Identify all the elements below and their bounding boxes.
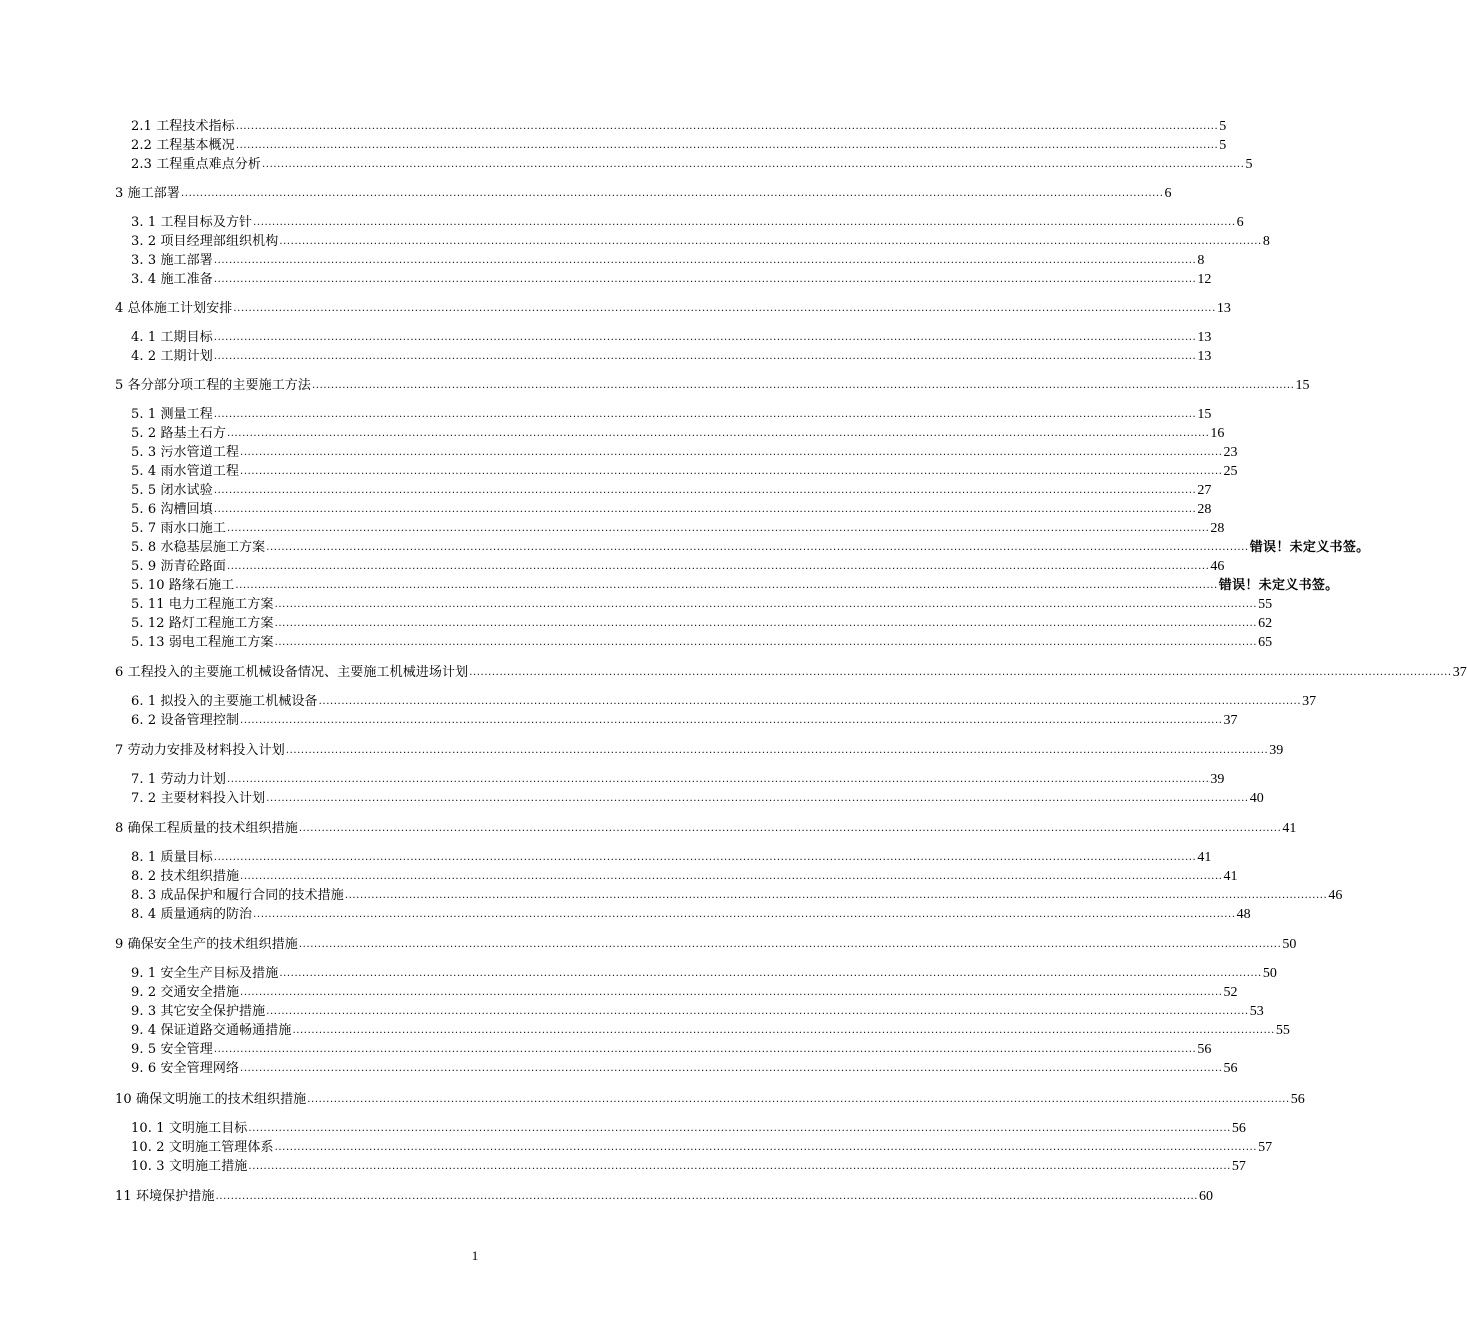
toc-entry-title: 3. 4 施工准备	[131, 272, 213, 287]
toc-dot-leader: ....................................................................................................................................................................................................................................................................	[240, 715, 1223, 726]
toc-entry-title: 9 确保安全生产的技术组织措施	[115, 937, 298, 952]
toc-entry-title: 4 总体施工计划安排	[115, 301, 233, 316]
toc-entry-title: 5. 11 电力工程施工方案	[131, 597, 274, 612]
toc-dot-leader: ....................................................................................................................................................................................................................................................................	[248, 1161, 1231, 1172]
toc-page-number: 46	[1210, 559, 1225, 574]
toc-entry-title: 8. 3 成品保护和履行合同的技术措施	[131, 888, 344, 903]
toc-page-number: 56	[1231, 1121, 1246, 1136]
toc-entry-title: 5. 13 弱电工程施工方案	[131, 635, 274, 650]
toc-entry-title: 5. 7 雨水口施工	[131, 521, 226, 536]
toc-bookmark-error: 错误！未定义书签。	[1249, 540, 1370, 555]
toc-page-number: 55	[1258, 597, 1273, 612]
toc-entry[interactable]	[131, 555, 1225, 574]
toc-entry-title: 6. 1 拟投入的主要施工机械设备	[131, 694, 318, 709]
toc-dot-leader: ....................................................................................................................................................................................................................................................................	[213, 409, 1197, 420]
toc-dot-leader: ....................................................................................................................................................................................................................................................................	[240, 1063, 1223, 1074]
toc-entry[interactable]	[131, 709, 1238, 728]
toc-page-number: 28	[1197, 502, 1212, 517]
toc-entry-title: 5. 9 沥青砼路面	[131, 559, 226, 574]
toc-dot-leader: ....................................................................................................................................................................................................................................................................	[266, 1006, 1249, 1017]
toc-entry[interactable]	[131, 517, 1225, 536]
toc-entry[interactable]	[131, 268, 1212, 287]
toc-page-number: 46	[1328, 888, 1343, 903]
toc-dot-leader: ....................................................................................................................................................................................................................................................................	[240, 447, 1223, 458]
toc-entry-title: 6 工程投入的主要施工机械设备情况、主要施工机械进场计划	[115, 665, 469, 680]
toc-page-number: 56	[1197, 1042, 1212, 1057]
toc-entry[interactable]	[131, 631, 1273, 650]
toc-dot-leader: ....................................................................................................................................................................................................................................................................	[266, 793, 1249, 804]
toc-entry[interactable]	[115, 817, 1297, 836]
toc-dot-leader: ....................................................................................................................................................................................................................................................................	[307, 1094, 1290, 1105]
toc-entry-title: 3. 3 施工部署	[131, 253, 213, 268]
toc-page-number: 65	[1258, 635, 1273, 650]
toc-entry[interactable]	[131, 981, 1238, 1000]
toc-page-number: 39	[1210, 772, 1225, 787]
toc-page-number: 62	[1258, 616, 1273, 631]
toc-entry-title: 3. 2 项目经理部组织机构	[131, 234, 279, 249]
toc-entry-title: 10. 2 文明施工管理体系	[131, 1140, 274, 1155]
toc-dot-leader: ....................................................................................................................................................................................................................................................................	[298, 823, 1282, 834]
toc-page-number: 13	[1197, 330, 1212, 345]
toc-page-number: 6	[1164, 186, 1172, 201]
toc-page-number: 39	[1269, 743, 1284, 758]
toc-dot-leader: ....................................................................................................................................................................................................................................................................	[298, 939, 1282, 950]
toc-entry-title: 7. 2 主要材料投入计划	[131, 791, 266, 806]
toc-entry-title: 9. 3 其它安全保护措施	[131, 1004, 266, 1019]
toc-page-number: 37	[1302, 694, 1317, 709]
toc-entry[interactable]	[131, 1057, 1238, 1076]
toc-page-number: 16	[1210, 426, 1225, 441]
toc-page-number: 5	[1219, 119, 1227, 134]
toc-dot-leader: ....................................................................................................................................................................................................................................................................	[469, 667, 1452, 678]
toc-entry[interactable]	[131, 403, 1212, 422]
toc-page-number: 55	[1275, 1023, 1290, 1038]
toc-entry[interactable]	[131, 1136, 1273, 1155]
toc-dot-leader: ....................................................................................................................................................................................................................................................................	[240, 987, 1223, 998]
toc-dot-leader: ....................................................................................................................................................................................................................................................................	[235, 121, 1219, 132]
toc-entry-title: 3 施工部署	[115, 186, 181, 201]
toc-dot-leader: ....................................................................................................................................................................................................................................................................	[318, 696, 1302, 707]
toc-dot-leader: ....................................................................................................................................................................................................................................................................	[274, 1142, 1258, 1153]
toc-page-number: 5	[1219, 138, 1227, 153]
toc-dot-leader: ....................................................................................................................................................................................................................................................................	[226, 774, 1210, 785]
toc-entry-title: 5. 5 闭水试验	[131, 483, 213, 498]
toc-page-number: 15	[1295, 378, 1310, 393]
toc-entry-title: 9. 5 安全管理	[131, 1042, 213, 1057]
toc-entry-title: 9. 4 保证道路交通畅通措施	[131, 1023, 292, 1038]
toc-bookmark-error: 错误！未定义书签。	[1218, 578, 1339, 593]
toc-page-number: 57	[1258, 1140, 1273, 1155]
toc-entry[interactable]	[131, 345, 1212, 364]
toc-entry[interactable]	[131, 153, 1253, 172]
toc-page-number: 23	[1223, 445, 1238, 460]
toc-entry[interactable]	[131, 903, 1251, 922]
toc-page-number: 41	[1282, 821, 1297, 836]
toc-dot-leader: ....................................................................................................................................................................................................................................................................	[279, 236, 1262, 247]
toc-entry-title: 10. 1 文明施工目标	[131, 1121, 248, 1136]
toc-page-number: 57	[1231, 1159, 1246, 1174]
toc-dot-leader: ....................................................................................................................................................................................................................................................................	[262, 159, 1245, 170]
toc-entry-title: 9. 6 安全管理网络	[131, 1061, 240, 1076]
toc-entry[interactable]	[131, 249, 1205, 268]
toc-dot-leader: ....................................................................................................................................................................................................................................................................	[213, 255, 1197, 266]
toc-dot-leader: ....................................................................................................................................................................................................................................................................	[240, 871, 1223, 882]
toc-entry-title: 7. 1 劳动力计划	[131, 772, 226, 787]
toc-dot-leader: ....................................................................................................................................................................................................................................................................	[248, 1123, 1231, 1134]
toc-entry-title: 4. 1 工期目标	[131, 330, 213, 345]
toc-page-number: 56	[1223, 1061, 1238, 1076]
toc-page-number: 41	[1197, 850, 1212, 865]
toc-entry[interactable]	[115, 739, 1284, 758]
toc-page-number: 56	[1290, 1092, 1305, 1107]
toc-dot-leader: ....................................................................................................................................................................................................................................................................	[233, 303, 1216, 314]
toc-entry-title: 2.1 工程技术指标	[131, 119, 235, 134]
toc-dot-leader: ....................................................................................................................................................................................................................................................................	[213, 852, 1197, 863]
toc-dot-leader: ....................................................................................................................................................................................................................................................................	[235, 580, 1218, 591]
toc-entry[interactable]	[131, 768, 1225, 787]
toc-entry[interactable]	[131, 422, 1225, 441]
toc-entry-title: 3. 1 工程目标及方针	[131, 215, 253, 230]
toc-entry[interactable]	[131, 441, 1238, 460]
toc-dot-leader: ....................................................................................................................................................................................................................................................................	[285, 745, 1269, 756]
toc-entry[interactable]	[115, 933, 1297, 952]
toc-dot-leader: ....................................................................................................................................................................................................................................................................	[213, 332, 1197, 343]
toc-entry[interactable]	[131, 1155, 1246, 1174]
toc-dot-leader: ....................................................................................................................................................................................................................................................................	[274, 637, 1258, 648]
toc-entry[interactable]	[131, 211, 1244, 230]
toc-entry[interactable]	[131, 115, 1227, 134]
toc-dot-leader: ....................................................................................................................................................................................................................................................................	[344, 890, 1328, 901]
toc-entry-title: 8. 1 质量目标	[131, 850, 213, 865]
toc-entry[interactable]	[131, 884, 1343, 903]
toc-entry-title: 10. 3 文明施工措施	[131, 1159, 248, 1174]
toc-page-number: 41	[1223, 869, 1238, 884]
toc-page-number: 8	[1197, 253, 1205, 268]
toc-dot-leader: ....................................................................................................................................................................................................................................................................	[274, 599, 1258, 610]
toc-dot-leader: ....................................................................................................................................................................................................................................................................	[312, 380, 1295, 391]
toc-dot-leader: ....................................................................................................................................................................................................................................................................	[213, 485, 1197, 496]
toc-entry[interactable]	[131, 865, 1238, 884]
toc-entry[interactable]	[131, 574, 1339, 593]
toc-entry-title: 5. 1 测量工程	[131, 407, 213, 422]
toc-entry[interactable]	[131, 326, 1212, 345]
toc-page-number: 48	[1236, 907, 1251, 922]
toc-page-number: 5	[1245, 157, 1253, 172]
toc-entry-title: 9. 1 安全生产目标及措施	[131, 966, 279, 981]
toc-page-number: 25	[1223, 464, 1238, 479]
toc-entry[interactable]	[131, 690, 1317, 709]
toc-dot-leader: ....................................................................................................................................................................................................................................................................	[215, 1191, 1199, 1202]
toc-entry[interactable]	[115, 182, 1172, 201]
toc-entry[interactable]	[131, 787, 1264, 806]
toc-dot-leader: ....................................................................................................................................................................................................................................................................	[253, 217, 1236, 228]
toc-page-number: 15	[1197, 407, 1212, 422]
toc-dot-leader: ....................................................................................................................................................................................................................................................................	[240, 466, 1223, 477]
toc-entry[interactable]	[131, 612, 1273, 631]
toc-entry[interactable]	[131, 230, 1270, 249]
toc-page-number: 60	[1199, 1189, 1214, 1204]
toc-page-number: 13	[1216, 301, 1231, 316]
toc-page-number: 52	[1223, 985, 1238, 1000]
toc-dot-leader: ....................................................................................................................................................................................................................................................................	[213, 351, 1197, 362]
toc-page-number: 6	[1236, 215, 1244, 230]
toc-dot-leader: ....................................................................................................................................................................................................................................................................	[292, 1025, 1275, 1036]
toc-entry-title: 8. 4 质量通病的防治	[131, 907, 253, 922]
toc-entry[interactable]	[115, 374, 1310, 393]
toc-dot-leader: ....................................................................................................................................................................................................................................................................	[266, 542, 1249, 553]
toc-entry[interactable]	[131, 1019, 1290, 1038]
toc-dot-leader: ....................................................................................................................................................................................................................................................................	[213, 274, 1197, 285]
toc-entry-title: 2.2 工程基本概况	[131, 138, 235, 153]
toc-entry-title: 5. 8 水稳基层施工方案	[131, 540, 266, 555]
toc-page-number: 37	[1452, 665, 1467, 680]
toc-dot-leader: ....................................................................................................................................................................................................................................................................	[213, 504, 1197, 515]
toc-entry-title: 10 确保文明施工的技术组织措施	[115, 1092, 307, 1107]
toc-entry-title: 5. 4 雨水管道工程	[131, 464, 240, 479]
toc-page-number: 53	[1249, 1004, 1264, 1019]
toc-entry[interactable]	[131, 479, 1212, 498]
toc-page-number: 50	[1282, 937, 1297, 952]
toc-entry[interactable]	[131, 1038, 1212, 1057]
toc-entry[interactable]	[115, 1185, 1214, 1204]
toc-page-number: 50	[1262, 966, 1277, 981]
toc-dot-leader: ....................................................................................................................................................................................................................................................................	[226, 523, 1210, 534]
toc-page-number: 13	[1197, 349, 1212, 364]
toc-entry[interactable]	[131, 962, 1277, 981]
footer-page-number: 1	[471, 1248, 479, 1263]
toc-entry[interactable]	[131, 498, 1212, 517]
toc-dot-leader: ....................................................................................................................................................................................................................................................................	[279, 968, 1262, 979]
toc-entry[interactable]	[115, 661, 1467, 680]
toc-entry-title: 7 劳动力安排及材料投入计划	[115, 743, 285, 758]
toc-entry-title: 8 确保工程质量的技术组织措施	[115, 821, 298, 836]
toc-entry-title: 5. 12 路灯工程施工方案	[131, 616, 274, 631]
toc-page-number: 8	[1262, 234, 1270, 249]
toc-entry[interactable]	[131, 134, 1227, 153]
toc-dot-leader: ....................................................................................................................................................................................................................................................................	[253, 909, 1236, 920]
toc-entry-title: 5. 10 路缘石施工	[131, 578, 235, 593]
toc-entry-title: 9. 2 交通安全措施	[131, 985, 240, 1000]
toc-page-number: 28	[1210, 521, 1225, 536]
toc-page-number: 37	[1223, 713, 1238, 728]
toc-entry[interactable]	[131, 846, 1212, 865]
toc-page-number: 27	[1197, 483, 1212, 498]
toc-entry-title: 5. 2 路基土石方	[131, 426, 226, 441]
toc-entry-title: 5. 6 沟槽回填	[131, 502, 213, 517]
toc-page-number: 12	[1197, 272, 1212, 287]
toc-entry[interactable]	[131, 536, 1370, 555]
toc-entry[interactable]	[131, 593, 1273, 612]
toc-entry[interactable]	[115, 297, 1231, 316]
toc-entry-title: 5. 3 污水管道工程	[131, 445, 240, 460]
toc-entry-title: 11 环境保护措施	[115, 1189, 215, 1204]
toc-entry-title: 4. 2 工期计划	[131, 349, 213, 364]
toc-entry[interactable]	[115, 1088, 1305, 1107]
toc-page-number: 40	[1249, 791, 1264, 806]
toc-dot-leader: ....................................................................................................................................................................................................................................................................	[213, 1044, 1197, 1055]
toc-entry-title: 8. 2 技术组织措施	[131, 869, 240, 884]
toc-entry-title: 2.3 工程重点难点分析	[131, 157, 262, 172]
toc-entry[interactable]	[131, 1117, 1246, 1136]
toc-entry-title: 6. 2 设备管理控制	[131, 713, 240, 728]
toc-dot-leader: ....................................................................................................................................................................................................................................................................	[274, 618, 1258, 629]
toc-entry-title: 5 各分部分项工程的主要施工方法	[115, 378, 312, 393]
toc-dot-leader: ....................................................................................................................................................................................................................................................................	[235, 140, 1219, 151]
toc-entry[interactable]	[131, 1000, 1264, 1019]
toc-entry[interactable]	[131, 460, 1238, 479]
toc-dot-leader: ....................................................................................................................................................................................................................................................................	[181, 188, 1164, 199]
toc-dot-leader: ....................................................................................................................................................................................................................................................................	[226, 428, 1210, 439]
toc-dot-leader: ....................................................................................................................................................................................................................................................................	[226, 561, 1210, 572]
